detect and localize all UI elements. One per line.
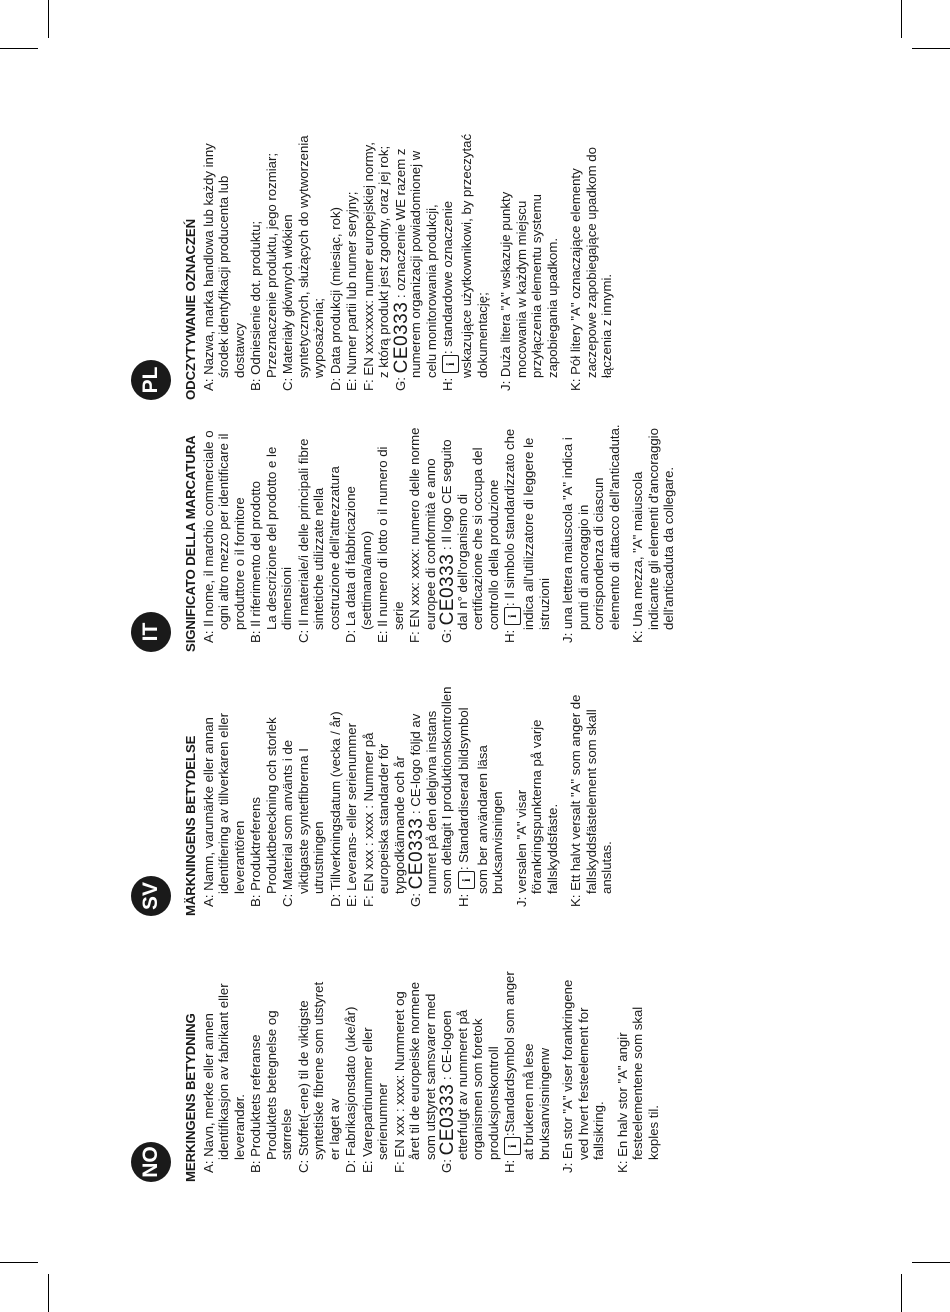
item-key: K: <box>568 894 583 907</box>
marking-item <box>439 424 501 652</box>
item-text: :Standardsymbol som anger at brukeren må lese bruksanvisningenw <box>502 971 552 1160</box>
item-text: : CE-logoen etterfulgt av nummeret på organismen som foretok produksjonskontroll <box>439 1009 501 1160</box>
item-text: una lettera maiuscola "A" indica i punti di ancoraggio in corrispondenza di ciascun elemento di attacco dell'anticaduta. <box>560 424 622 630</box>
item-text: Duża litera "A" wskazuje punkty mocowania w każdym miejscu przyłączenia elementu systemu zapobiegania upadkom. <box>498 191 560 378</box>
item-text: Il materiale/i delle principali fibre sintetiche utilizzate nella costruzione dell'attrezzatura <box>295 438 342 630</box>
item-key: E: <box>359 1160 375 1173</box>
item-key: K: <box>614 1160 630 1173</box>
item-key: F: <box>391 1161 407 1173</box>
item-key: G: <box>408 893 423 907</box>
item-text: La data di fabbricazione (settimana/anno) <box>343 486 374 630</box>
item-key: H: <box>502 1159 517 1173</box>
item-key: F: <box>360 895 376 907</box>
marking-item <box>344 132 360 400</box>
info-manual-icon: i <box>504 607 521 625</box>
item-text: : Il simbolo standardizzato che indica all'utilizzatore di leggere le istruzioni <box>502 428 552 630</box>
marking-item <box>201 684 248 916</box>
marking-item <box>248 970 295 1182</box>
marking-item <box>560 424 622 652</box>
marking-item <box>280 684 327 916</box>
item-text: versalen "A" visar förankringspunkterna på varje fallskyddsfäste. <box>513 719 560 894</box>
item-key: A: <box>200 630 216 643</box>
info-manual-icon: i <box>504 1137 521 1155</box>
section-title: MERKINGENS BETYDNING <box>183 1013 198 1182</box>
item-text: EN xxx : xxxx : Nummer på europeiska standarder för typgodkännande och år <box>360 732 407 894</box>
item-text: Navn, merke eller annen identifikasjon av fabrikant eller leverandør. <box>200 983 247 1160</box>
marking-item <box>568 132 615 400</box>
marking-item <box>328 132 344 400</box>
item-key: J: <box>513 896 529 907</box>
section-no <box>139 970 662 1182</box>
language-badge: SV <box>131 876 171 916</box>
item-text: Produktets referanse <box>248 1034 263 1157</box>
item-text: Odniesienie dot. produktu; <box>248 220 263 375</box>
marking-item <box>296 424 343 652</box>
marking-item <box>343 424 374 652</box>
item-text: Fabrikasjonsdato (uke/år) <box>343 1006 358 1157</box>
item-text: Il riferimento del prodotto <box>248 480 263 627</box>
item-key: B: <box>248 1160 263 1173</box>
item-key: A: <box>200 1160 216 1173</box>
marking-item <box>568 684 615 916</box>
marking-item <box>615 970 662 1182</box>
item-text: Il numero di lotto o il numero di serie <box>375 446 406 630</box>
ce-mark: CE0333 <box>406 817 427 890</box>
item-key: G: <box>439 629 454 643</box>
marking-item <box>560 970 607 1182</box>
item-key: C: <box>280 893 295 907</box>
marking-item <box>201 970 248 1182</box>
item-key: E: <box>344 378 359 391</box>
section-pl <box>139 132 616 400</box>
marking-list <box>201 424 677 652</box>
language-badge: NO <box>131 1142 171 1182</box>
language-badge: PL <box>131 360 171 400</box>
marking-item <box>375 424 406 652</box>
item-key: D: <box>343 1159 358 1173</box>
language-badge: IT <box>131 612 171 652</box>
marking-item <box>343 970 359 1182</box>
marking-item <box>201 132 248 400</box>
marking-item <box>630 424 677 652</box>
marking-item <box>248 132 279 400</box>
item-text: En halv stor "A" angir festeelementene som skal koples til. <box>614 1006 661 1160</box>
item-text: : Il logo CE seguito dal n° dell'organismo di certificazione che si occupa del controllo della produzione <box>439 439 501 630</box>
item-subtext: Przeznaczenie produktu, jego rozmiar; <box>263 152 279 378</box>
section-title: ODCZYTYWANIE OZNACZEŃ <box>183 218 198 400</box>
item-key: C: <box>280 377 295 391</box>
marking-list <box>201 970 662 1182</box>
item-key: G: <box>439 1159 454 1173</box>
item-key: F: <box>407 631 422 643</box>
marking-item <box>408 684 455 916</box>
item-text: : oznaczenie WE razem z numerem organizacji powiadomionej w celu monitorowania produkcji, <box>392 148 439 378</box>
item-subtext: Produktets betegnelse og størrelse <box>263 1010 294 1160</box>
marking-list <box>201 684 615 916</box>
item-text: Una mezza, "A" maiuscola indicante gli elementi d'ancoraggio dell'anticaduta da collegare. <box>630 428 676 630</box>
item-subtext: La descrizione del prodotto e le dimensioni <box>263 446 294 630</box>
item-text: Numer partii lub numer seryjny; <box>344 191 359 375</box>
section-title: MÄRKNINGENS BETYDELSE <box>183 735 198 916</box>
item-text: Stoffet(-ene) til de viktigste syntetiske fibrene som utstyret er laget av <box>295 981 342 1160</box>
item-text: : standardowe oznaczenie wskazujące użytkownikowi, by przeczytać dokumentację; <box>440 133 490 378</box>
marking-item <box>361 132 392 400</box>
item-text: EN xxx : xxxx: Nummeret og året til de europeiske normene som utstyret samsvarer med <box>391 981 438 1160</box>
item-text: Varepartinummer eller serienummer <box>359 1027 390 1160</box>
item-key: J: <box>560 632 575 643</box>
item-key: B: <box>248 894 263 907</box>
marking-item <box>361 684 408 916</box>
marking-item <box>502 424 552 652</box>
marking-item <box>439 970 501 1182</box>
item-key: C: <box>295 1159 311 1173</box>
item-subtext: Produktbeteckning och storlek <box>263 717 279 894</box>
marking-item <box>201 424 248 652</box>
ce-mark: CE0333 <box>437 1083 458 1156</box>
item-key: D: <box>343 629 358 643</box>
info-manual-icon: i <box>458 871 475 889</box>
section-sv <box>139 684 616 916</box>
item-text: : CE-logo följd av numret på den delgivna instans som deltagit I produktionskontrollen <box>408 686 454 894</box>
item-key: D: <box>327 893 343 907</box>
item-key: A: <box>200 378 216 391</box>
item-key: E: <box>344 894 359 907</box>
marking-item <box>280 132 327 400</box>
marking-item <box>407 424 438 652</box>
item-text: EN xxx: xxxx: numero delle norme europee di conformità e anno <box>407 427 438 630</box>
marking-item <box>248 424 295 652</box>
info-manual-icon: i <box>442 355 459 373</box>
marking-list <box>201 132 615 400</box>
ce-mark: CE0333 <box>437 553 458 626</box>
item-text: Data produkcji (miesiąc, rok) <box>327 207 343 375</box>
marking-item <box>344 684 360 916</box>
marking-item <box>456 684 506 916</box>
item-key: A: <box>200 894 216 907</box>
item-text: Ett halvt versalt "A" som anger de fallskyddsfästelement som skall anslutas. <box>568 694 614 894</box>
marking-item <box>392 970 439 1182</box>
item-text: Leverans- eller serienummer <box>344 723 359 891</box>
marking-item <box>360 970 391 1182</box>
item-key: E: <box>375 630 390 643</box>
item-text: Namn, varumärke eller annan identifiering av tillverkaren eller leverantören <box>200 712 247 894</box>
marking-item <box>296 970 343 1182</box>
item-key: F: <box>360 379 376 391</box>
item-key: J: <box>498 380 513 391</box>
item-key: H: <box>455 893 471 907</box>
item-key: J: <box>560 1162 575 1173</box>
item-text: Produktreferens <box>248 797 263 891</box>
item-key: K: <box>630 630 645 643</box>
item-key: G: <box>392 377 408 391</box>
ce-mark: CE0333 <box>390 301 412 374</box>
item-text: Material som använts i de viktigaste syntetfibrerna I utrustningen <box>280 739 326 894</box>
marking-item <box>248 684 279 916</box>
item-text: En stor "A" viser forankringene ved hvert festeelement for fallsikring. <box>560 979 606 1160</box>
item-text: Nazwa, marka handlowa lub każdy inny środek identyfikacji producenta lub dostawcy <box>200 143 247 378</box>
item-key: B: <box>248 378 263 391</box>
item-key: H: <box>502 629 517 643</box>
item-text: EN xxx:xxxx: numer europejskiej normy, z którą produkt jest zgodny, oraz jej rok; <box>360 142 391 378</box>
item-text: Pół litery "A" oznaczające elementy zaczepowe zapobiegające upadkom do łączenia z innymi. <box>568 147 614 378</box>
marking-item <box>502 970 552 1182</box>
item-key: D: <box>327 377 343 391</box>
item-key: K: <box>568 378 583 391</box>
marking-item <box>498 132 560 400</box>
section-it <box>139 424 678 652</box>
item-text: Materiały głównych włókien syntetycznych, służących do wytworzenia wyposażenia; <box>280 135 326 378</box>
item-key: B: <box>248 630 263 643</box>
item-key: H: <box>440 377 455 391</box>
item-text: Il nome, il marchio commerciale o ogni altro mezzo per identificare il produttore o il fornitore <box>200 430 247 630</box>
item-text: Tillverkningsdatum (vecka / år) <box>327 711 343 891</box>
marking-item <box>328 684 344 916</box>
marking-item <box>440 132 490 400</box>
item-text: : Standardiserad bildsymbol som ber användaren läsa bruksanvisningen <box>455 707 505 894</box>
item-key: C: <box>295 629 311 643</box>
marking-item <box>390 132 440 400</box>
section-title: SIGNIFICATO DELLA MARCATURA <box>183 435 198 652</box>
marking-item <box>514 684 561 916</box>
